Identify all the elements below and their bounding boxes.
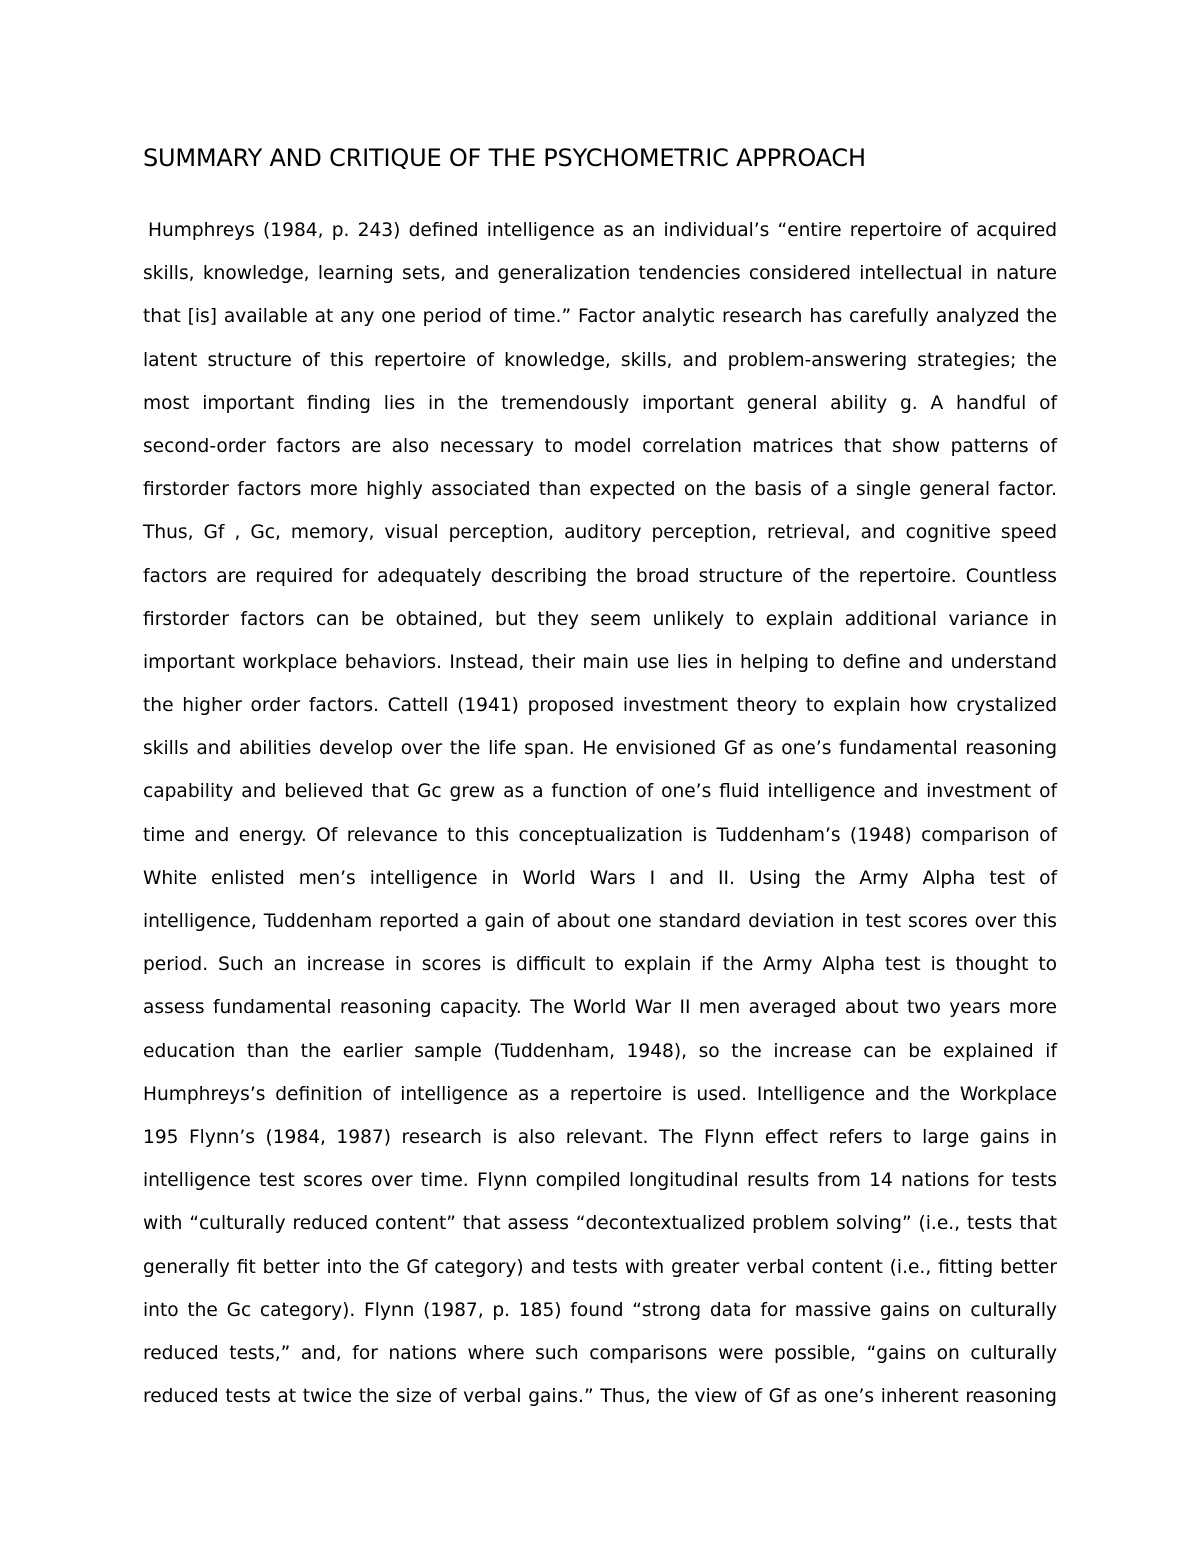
paragraph-line: generally fit better into the Gf category) and tests with greater verbal content (i.e., fitting better <box>143 1256 1057 1278</box>
paragraph-line: skills and abilities develop over the life span. He envisioned Gf as one’s fundamental reasoning <box>143 738 1057 760</box>
paragraph-line: 195 Flynn’s (1984, 1987) research is also relevant. The Flynn effect refers to large gains in <box>143 1126 1057 1148</box>
paragraph-line: latent structure of this repertoire of knowledge, skills, and problem-answering strategies; the <box>143 349 1057 371</box>
paragraph-line: with “culturally reduced content” that assess “decontextualized problem solving” (i.e., tests that <box>143 1213 1057 1235</box>
paragraph-line: time and energy. Of relevance to this conceptualization is Tuddenham’s (1948) comparison of <box>143 824 1057 846</box>
paragraph-line: White enlisted men’s intelligence in World Wars I and II. Using the Army Alpha test of <box>143 867 1057 889</box>
paragraph-line: important workplace behaviors. Instead, their main use lies in helping to define and understand <box>143 651 1057 673</box>
paragraph-line: most important finding lies in the tremendously important general ability g. A handful of <box>143 392 1057 414</box>
paragraph-line: period. Such an increase in scores is difficult to explain if the Army Alpha test is thought to <box>143 954 1057 976</box>
paragraph-line: intelligence, Tuddenham reported a gain of about one standard deviation in test scores over this <box>143 911 1057 932</box>
paragraph-line: firstorder factors more highly associated than expected on the basis of a single general factor. <box>143 479 1057 501</box>
paragraph-line: education than the earlier sample (Tuddenham, 1948), so the increase can be explained if <box>143 1040 1057 1062</box>
page-title: SUMMARY AND CRITIQUE OF THE PSYCHOMETRIC APPROACH <box>143 144 866 172</box>
paragraph-line: into the Gc category). Flynn (1987, p. 185) found “strong data for massive gains on culturally <box>143 1299 1057 1321</box>
paragraph-line: capability and believed that Gc grew as a function of one’s fluid intelligence and investment of <box>143 781 1057 803</box>
paragraph-line: reduced tests,” and, for nations where such comparisons were possible, “gains on culturally <box>143 1342 1057 1364</box>
paragraph-line: Thus, Gf , Gc, memory, visual perception, auditory perception, retrieval, and cognitive speed <box>143 522 1057 544</box>
paragraph-line: second-order factors are also necessary to model correlation matrices that show patterns of <box>143 435 1057 457</box>
paragraph-line: reduced tests at twice the size of verbal gains.” Thus, the view of Gf as one’s inherent reasoning <box>143 1386 1057 1408</box>
body-paragraph <box>143 209 1057 1418</box>
paragraph-line: factors are required for adequately describing the broad structure of the repertoire. Countless <box>143 565 1057 587</box>
paragraph-line: intelligence test scores over time. Flynn compiled longitudinal results from 14 nations for tests <box>143 1170 1057 1192</box>
paragraph-line: skills, knowledge, learning sets, and generalization tendencies considered intellectual in nature <box>143 263 1057 285</box>
paragraph-line: that [is] available at any one period of time.” Factor analytic research has carefully analyzed the <box>143 306 1057 328</box>
paragraph-line: assess fundamental reasoning capacity. The World War II men averaged about two years more <box>143 997 1057 1019</box>
paragraph-line: Humphreys’s definition of intelligence as a repertoire is used. Intelligence and the Workplace <box>143 1083 1057 1105</box>
paragraph-line: firstorder factors can be obtained, but they seem unlikely to explain additional variance in <box>143 608 1057 630</box>
paragraph-line: Humphreys (1984, p. 243) defined intelligence as an individual’s “entire repertoire of acquired <box>148 220 1057 241</box>
paragraph-line: the higher order factors. Cattell (1941) proposed investment theory to explain how crystalized <box>143 695 1057 717</box>
